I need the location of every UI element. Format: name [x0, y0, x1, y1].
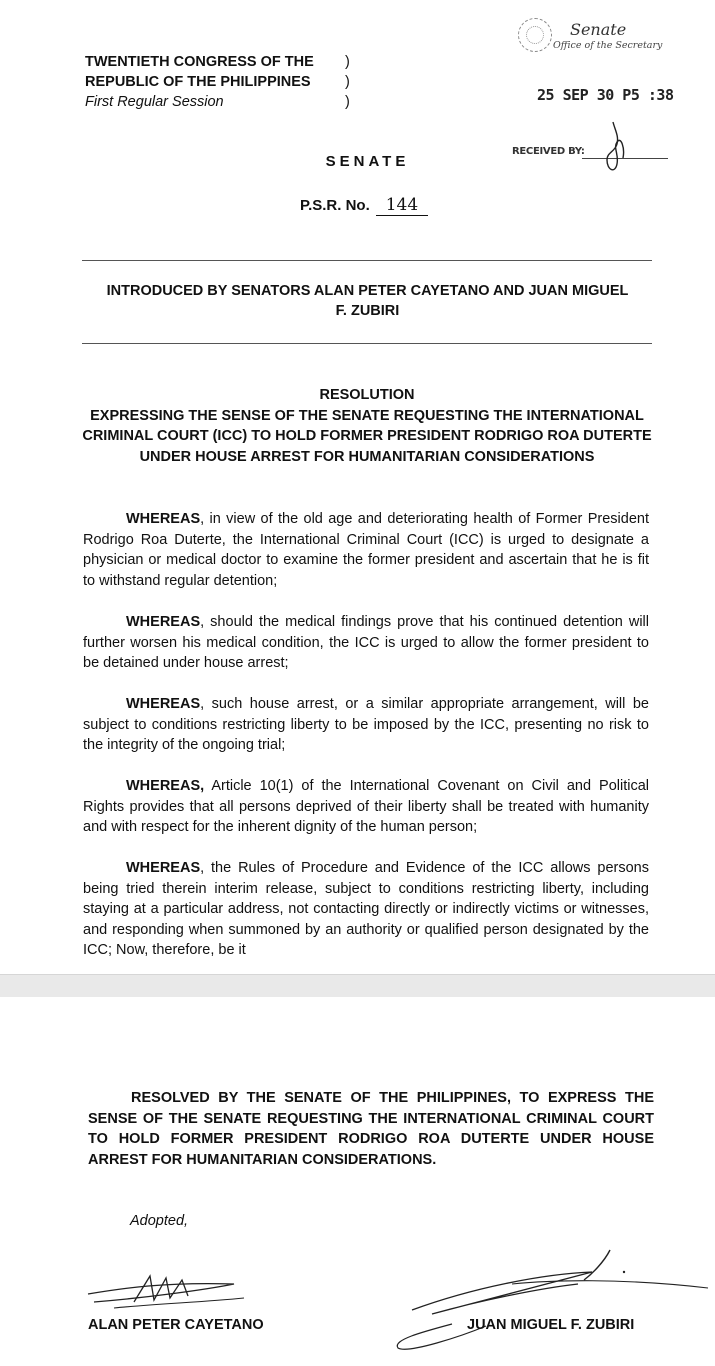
congress-line-2: REPUBLIC OF THE PHILIPPINES — [85, 74, 311, 90]
adopted-label: Adopted, — [130, 1213, 189, 1229]
resolution-title: EXPRESSING THE SENSE OF THE SENATE REQUESTING THE INTERNATIONAL CRIMINAL COURT (ICC) TO HOLD FORMER PRESIDENT RODRIGO ROA DUTERTE UNDER HOUSE ARREST FOR HUMANITARIAN CONSIDERATIONS — [82, 407, 652, 465]
whereas-lead: WHEREAS, — [126, 778, 205, 794]
whereas-text: , such house arrest, or a similar appropriate arrangement, will be subject to conditions restricting liberty to be imposed by the ICC, presenting no risk to the integrity of the ongoing trial; — [83, 696, 649, 754]
received-signature-icon — [595, 118, 635, 182]
signature-cayetano-icon — [84, 1268, 254, 1314]
whereas-clause-2 — [83, 612, 649, 674]
page-separator — [0, 974, 715, 998]
whereas-clause-4 — [83, 776, 649, 838]
congress-line-1: TWENTIETH CONGRESS OF THE — [85, 54, 314, 70]
whereas-text: , in view of the old age and deteriorating health of Former President Rodrigo Roa Duterte, the International Criminal Court (ICC) is urged to designate a physician or medical doctor to examine the former president and ascertain that he is fit to withstand regular detention; — [83, 511, 649, 589]
header-parentheses — [345, 52, 350, 112]
resolution-heading: RESOLUTION — [319, 387, 415, 403]
stamp-date: 25 SEP 30 P5 :38 — [537, 86, 674, 104]
signatory-2-name: JUAN MIGUEL F. ZUBIRI — [467, 1317, 635, 1333]
paren-3: ) — [345, 94, 350, 110]
stamp-office: Office of the Secretary — [553, 40, 663, 51]
whereas-lead: WHEREAS — [126, 614, 201, 630]
signatory-1-name: ALAN PETER CAYETANO — [88, 1317, 264, 1333]
resolved-clause: RESOLVED BY THE SENATE OF THE PHILIPPINES, TO EXPRESS THE SENSE OF THE SENATE REQUESTING THE INTERNATIONAL CRIMINAL COURT TO HOLD FORMER PRESIDENT RODRIGO ROA DUTERTE UNDER HOUSE ARREST FOR HUMANITARIAN CONSIDERATIONS. — [88, 1090, 654, 1168]
received-by-label: RECEIVED BY: — [512, 146, 585, 157]
divider-top — [82, 260, 652, 261]
whereas-clause-5 — [83, 858, 649, 961]
whereas-lead: WHEREAS — [126, 511, 201, 527]
whereas-text: , should the medical findings prove that his continued detention will further worsen his medical condition, the ICC is urged to allow the former president to be detained under house arrest; — [83, 614, 649, 672]
psr-label: P.S.R. No. — [300, 197, 370, 214]
stamp-title: Senate — [570, 20, 627, 39]
signature-zubiri-icon — [392, 1244, 712, 1356]
paren-2: ) — [345, 74, 350, 90]
divider-bottom — [82, 343, 652, 344]
whereas-lead: WHEREAS — [126, 860, 201, 876]
resolution-title-block — [82, 385, 652, 467]
whereas-clause-1 — [83, 509, 649, 591]
whereas-text: , the Rules of Procedure and Evidence of the ICC allows persons being tried therein interim release, subject to conditions restricting liberty, including staying at a particular address, not contacting directly or indirectly victims or witnesses, and responding when summoned by an authority or qualified person designated by the ICC; Now, therefore, be it — [83, 860, 649, 959]
seal-inner-ring — [526, 26, 544, 44]
congress-header — [85, 52, 314, 112]
whereas-clause-3 — [83, 694, 649, 756]
psr-number: 144 — [376, 195, 428, 216]
psr-number-line — [300, 195, 428, 216]
chamber-title: SENATE — [325, 153, 410, 170]
paren-1: ) — [345, 54, 350, 70]
whereas-lead: WHEREAS — [126, 696, 201, 712]
whereas-text: Article 10(1) of the International Covenant on Civil and Political Rights provides that all persons deprived of their liberty shall be treated with humanity and with respect for the inherent dignity of the human person; — [83, 778, 649, 836]
introduced-by: INTRODUCED BY SENATORS ALAN PETER CAYETANO AND JUAN MIGUEL F. ZUBIRI — [106, 283, 629, 319]
session-label: First Regular Session — [85, 94, 224, 110]
